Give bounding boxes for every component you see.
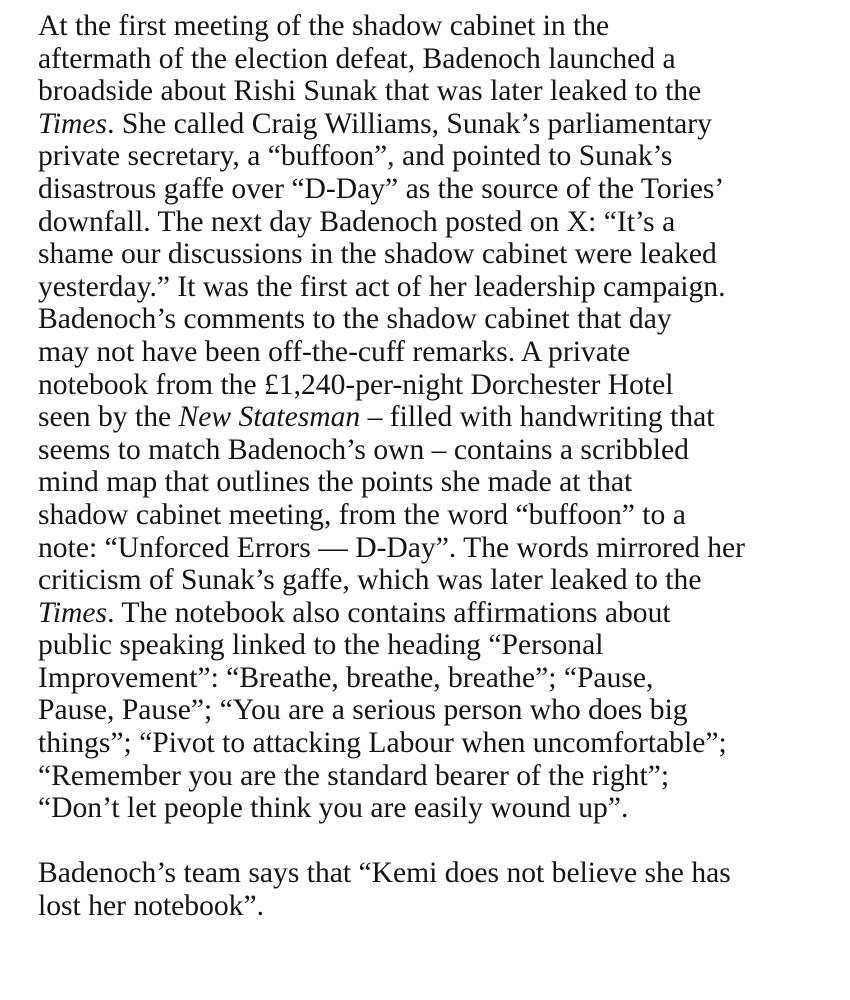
article-body <box>38 10 828 923</box>
text-line: Times. The notebook also contains affirmations about <box>38 596 671 629</box>
italic-title: New Statesman <box>178 401 361 434</box>
text-line: mind map that outlines the points she made at that <box>38 466 633 499</box>
text-line: Pause, Pause”; “You are a serious person who does big <box>38 694 688 727</box>
paragraph-1 <box>38 10 828 825</box>
text-line: public speaking linked to the heading “Personal <box>38 629 604 662</box>
italic-title: Times <box>38 596 108 629</box>
text-line: Badenoch’s comments to the shadow cabinet that day <box>38 303 672 336</box>
text-line: At the first meeting of the shadow cabinet in the <box>38 10 610 42</box>
text-line: private secretary, a “buffoon”, and pointed to Sunak’s <box>38 140 673 173</box>
text-line: disastrous gaffe over “D-Day” as the source of the Tories’ <box>38 172 725 205</box>
text-line: “Remember you are the standard bearer of the right”; <box>38 759 670 792</box>
text-line: note: “Unforced Errors — D-Day”. The words mirrored her <box>38 531 745 564</box>
text-line: may not have been off-the-cuff remarks. A private <box>38 335 631 368</box>
text-line: aftermath of the election defeat, Badenoch launched a <box>38 42 676 75</box>
text-line: notebook from the £1,240-per-night Dorchester Hotel <box>38 368 674 401</box>
text-line: shadow cabinet meeting, from the word “buffoon” to a <box>38 498 686 531</box>
text-line: Times. She called Craig Williams, Sunak’s parliamentary <box>38 107 712 140</box>
italic-title: Times <box>38 107 108 140</box>
text-line: broadside about Rishi Sunak that was later leaked to the <box>38 75 702 108</box>
text-line: criticism of Sunak’s gaffe, which was later leaked to the <box>38 564 702 597</box>
text-line: Badenoch’s team says that “Kemi does not believe she has <box>38 857 731 890</box>
paragraph-spacer <box>38 825 828 858</box>
text-line: things”; “Pivot to attacking Labour when uncomfortable”; <box>38 727 727 760</box>
text-line: shame our discussions in the shadow cabinet were leaked <box>38 238 717 271</box>
text-line: seems to match Badenoch’s own – contains a scribbled <box>38 433 689 466</box>
text-line: downfall. The next day Badenoch posted on X: “It’s a <box>38 205 676 238</box>
text-line: Improvement”: “Breathe, breathe, breathe”; “Pause, <box>38 661 654 694</box>
text-line: seen by the New Statesman – filled with handwriting that <box>38 401 715 434</box>
text-line: lost her notebook”. <box>38 890 265 923</box>
text-line: yesterday.” It was the first act of her leadership campaign. <box>38 270 726 303</box>
paragraph-2 <box>38 857 828 922</box>
text-line: “Don’t let people think you are easily wound up”. <box>38 792 629 825</box>
